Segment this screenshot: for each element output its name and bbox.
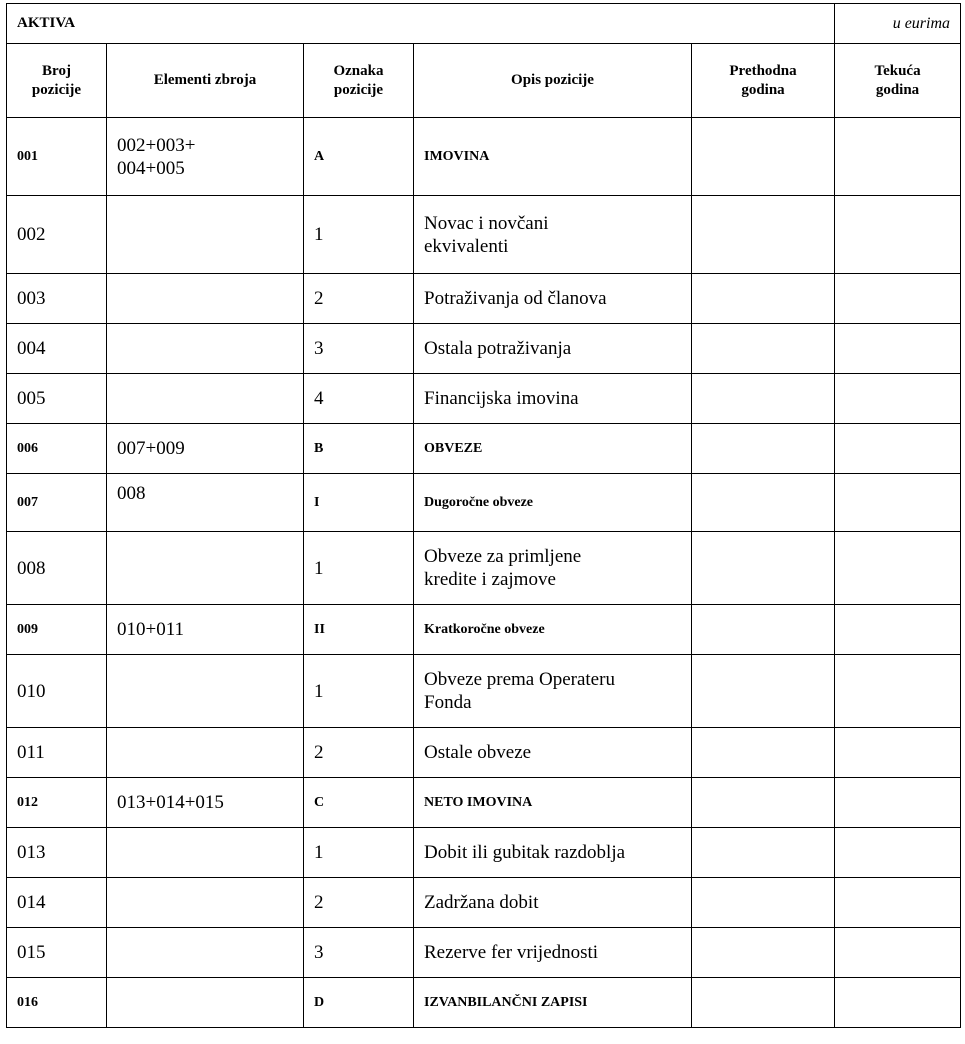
cell-opis: IZVANBILANČNI ZAPISI <box>414 978 692 1028</box>
header-oznaka-line2: pozicije <box>333 81 384 98</box>
header-prethodna-godina <box>692 44 835 118</box>
cell-opis: Kratkoročne obveze <box>414 605 692 655</box>
cell-broj: 010 <box>7 655 107 728</box>
cell-oznaka: 1 <box>304 655 414 728</box>
cell-oznaka: 3 <box>304 928 414 978</box>
section-title: AKTIVA <box>7 4 835 44</box>
cell-oznaka: 2 <box>304 728 414 778</box>
cell-broj: 008 <box>7 532 107 605</box>
cell-oznaka: C <box>304 778 414 828</box>
cell-elementi <box>107 118 304 196</box>
cell-oznaka: B <box>304 424 414 474</box>
cell-opis: Financijska imovina <box>414 374 692 424</box>
cell-oznaka: 1 <box>304 828 414 878</box>
cell-elementi <box>107 928 304 978</box>
cell-elementi-line2: 004+005 <box>117 157 185 179</box>
cell-elementi <box>107 196 304 274</box>
cell-prethodna <box>692 655 835 728</box>
cell-tekuca <box>835 532 961 605</box>
cell-opis: Dugoročne obveze <box>414 474 692 532</box>
cell-tekuca <box>835 928 961 978</box>
header-broj-line1: Broj <box>42 62 71 79</box>
cell-oznaka: 3 <box>304 324 414 374</box>
cell-elementi <box>107 828 304 878</box>
cell-opis-line1: Obveze za primljene <box>424 546 582 567</box>
cell-elementi-line1: 002+003+ <box>117 134 196 156</box>
table-row <box>7 728 961 778</box>
cell-prethodna <box>692 424 835 474</box>
header-oznaka-pozicije <box>304 44 414 118</box>
cell-elementi: 007+009 <box>107 424 304 474</box>
cell-oznaka: I <box>304 474 414 532</box>
cell-tekuca <box>835 324 961 374</box>
cell-oznaka: 2 <box>304 878 414 928</box>
cell-prethodna <box>692 324 835 374</box>
cell-prethodna <box>692 374 835 424</box>
cell-opis: OBVEZE <box>414 424 692 474</box>
header-oznaka-line1: Oznaka <box>333 62 384 79</box>
table-row <box>7 828 961 878</box>
cell-elementi <box>107 374 304 424</box>
cell-prethodna <box>692 118 835 196</box>
cell-broj: 013 <box>7 828 107 878</box>
cell-elementi <box>107 978 304 1028</box>
cell-broj: 006 <box>7 424 107 474</box>
cell-prethodna <box>692 532 835 605</box>
cell-oznaka: D <box>304 978 414 1028</box>
cell-tekuca <box>835 374 961 424</box>
cell-tekuca <box>835 274 961 324</box>
cell-oznaka: 1 <box>304 532 414 605</box>
cell-tekuca <box>835 878 961 928</box>
cell-broj: 007 <box>7 474 107 532</box>
header-tekuca-godina <box>835 44 961 118</box>
table-row <box>7 928 961 978</box>
cell-elementi <box>107 878 304 928</box>
cell-tekuca <box>835 424 961 474</box>
cell-elementi <box>107 274 304 324</box>
table-row <box>7 274 961 324</box>
cell-tekuca <box>835 978 961 1028</box>
cell-opis-line1: Obveze prema Operateru <box>424 669 615 690</box>
cell-oznaka: 1 <box>304 196 414 274</box>
table-row <box>7 978 961 1028</box>
cell-elementi: 010+011 <box>107 605 304 655</box>
units-label: u eurima <box>835 4 961 44</box>
cell-elementi <box>107 655 304 728</box>
cell-tekuca <box>835 118 961 196</box>
cell-opis <box>414 655 692 728</box>
table-row <box>7 778 961 828</box>
cell-broj: 011 <box>7 728 107 778</box>
cell-prethodna <box>692 474 835 532</box>
table-row <box>7 374 961 424</box>
header-elementi-zbroja: Elementi zbroja <box>107 44 304 118</box>
cell-tekuca <box>835 828 961 878</box>
cell-broj: 015 <box>7 928 107 978</box>
cell-tekuca <box>835 778 961 828</box>
cell-broj: 016 <box>7 978 107 1028</box>
cell-opis <box>414 532 692 605</box>
cell-broj: 005 <box>7 374 107 424</box>
table-row <box>7 532 961 605</box>
cell-tekuca <box>835 605 961 655</box>
cell-broj: 001 <box>7 118 107 196</box>
cell-prethodna <box>692 728 835 778</box>
cell-oznaka: A <box>304 118 414 196</box>
cell-elementi <box>107 728 304 778</box>
header-row <box>7 44 961 118</box>
table-row <box>7 474 961 532</box>
cell-tekuca <box>835 655 961 728</box>
cell-prethodna <box>692 196 835 274</box>
cell-opis: Dobit ili gubitak razdoblja <box>414 828 692 878</box>
cell-opis-line2: Fonda <box>424 692 472 713</box>
cell-tekuca <box>835 728 961 778</box>
header-tekuca-line2: godina <box>875 81 920 98</box>
table-row <box>7 655 961 728</box>
cell-elementi: 013+014+015 <box>107 778 304 828</box>
table-row <box>7 605 961 655</box>
table-row <box>7 324 961 374</box>
header-opis-pozicije: Opis pozicije <box>414 44 692 118</box>
cell-prethodna <box>692 878 835 928</box>
cell-tekuca <box>835 196 961 274</box>
cell-prethodna <box>692 778 835 828</box>
cell-oznaka: 4 <box>304 374 414 424</box>
header-broj-line2: pozicije <box>31 81 82 98</box>
cell-broj: 009 <box>7 605 107 655</box>
cell-elementi <box>107 532 304 605</box>
cell-opis: IMOVINA <box>414 118 692 196</box>
table-row <box>7 196 961 274</box>
cell-broj: 004 <box>7 324 107 374</box>
cell-opis: NETO IMOVINA <box>414 778 692 828</box>
cell-opis <box>414 196 692 274</box>
cell-broj: 012 <box>7 778 107 828</box>
cell-oznaka: 2 <box>304 274 414 324</box>
cell-opis: Potraživanja od članova <box>414 274 692 324</box>
cell-elementi <box>107 324 304 374</box>
balance-sheet-table <box>6 3 961 1028</box>
header-prethodna-line1: Prethodna <box>729 62 797 79</box>
cell-prethodna <box>692 828 835 878</box>
cell-tekuca <box>835 474 961 532</box>
header-prethodna-line2: godina <box>741 81 785 98</box>
header-tekuca-line1: Tekuća <box>874 62 921 79</box>
cell-prethodna <box>692 274 835 324</box>
cell-opis: Rezerve fer vrijednosti <box>414 928 692 978</box>
cell-opis-line2: kredite i zajmove <box>424 569 556 590</box>
cell-opis: Ostale obveze <box>414 728 692 778</box>
cell-opis: Zadržana dobit <box>414 878 692 928</box>
cell-opis: Ostala potraživanja <box>414 324 692 374</box>
cell-broj: 014 <box>7 878 107 928</box>
cell-broj: 002 <box>7 196 107 274</box>
cell-opis-line1: Novac i novčani <box>424 212 549 234</box>
cell-elementi: 008 <box>107 474 304 532</box>
cell-opis-line2: ekvivalenti <box>424 235 509 257</box>
table-row <box>7 118 961 196</box>
cell-prethodna <box>692 978 835 1028</box>
title-row <box>7 4 961 44</box>
cell-broj: 003 <box>7 274 107 324</box>
cell-prethodna <box>692 605 835 655</box>
table-row <box>7 424 961 474</box>
header-broj-pozicije <box>7 44 107 118</box>
cell-prethodna <box>692 928 835 978</box>
cell-oznaka: II <box>304 605 414 655</box>
table-row <box>7 878 961 928</box>
